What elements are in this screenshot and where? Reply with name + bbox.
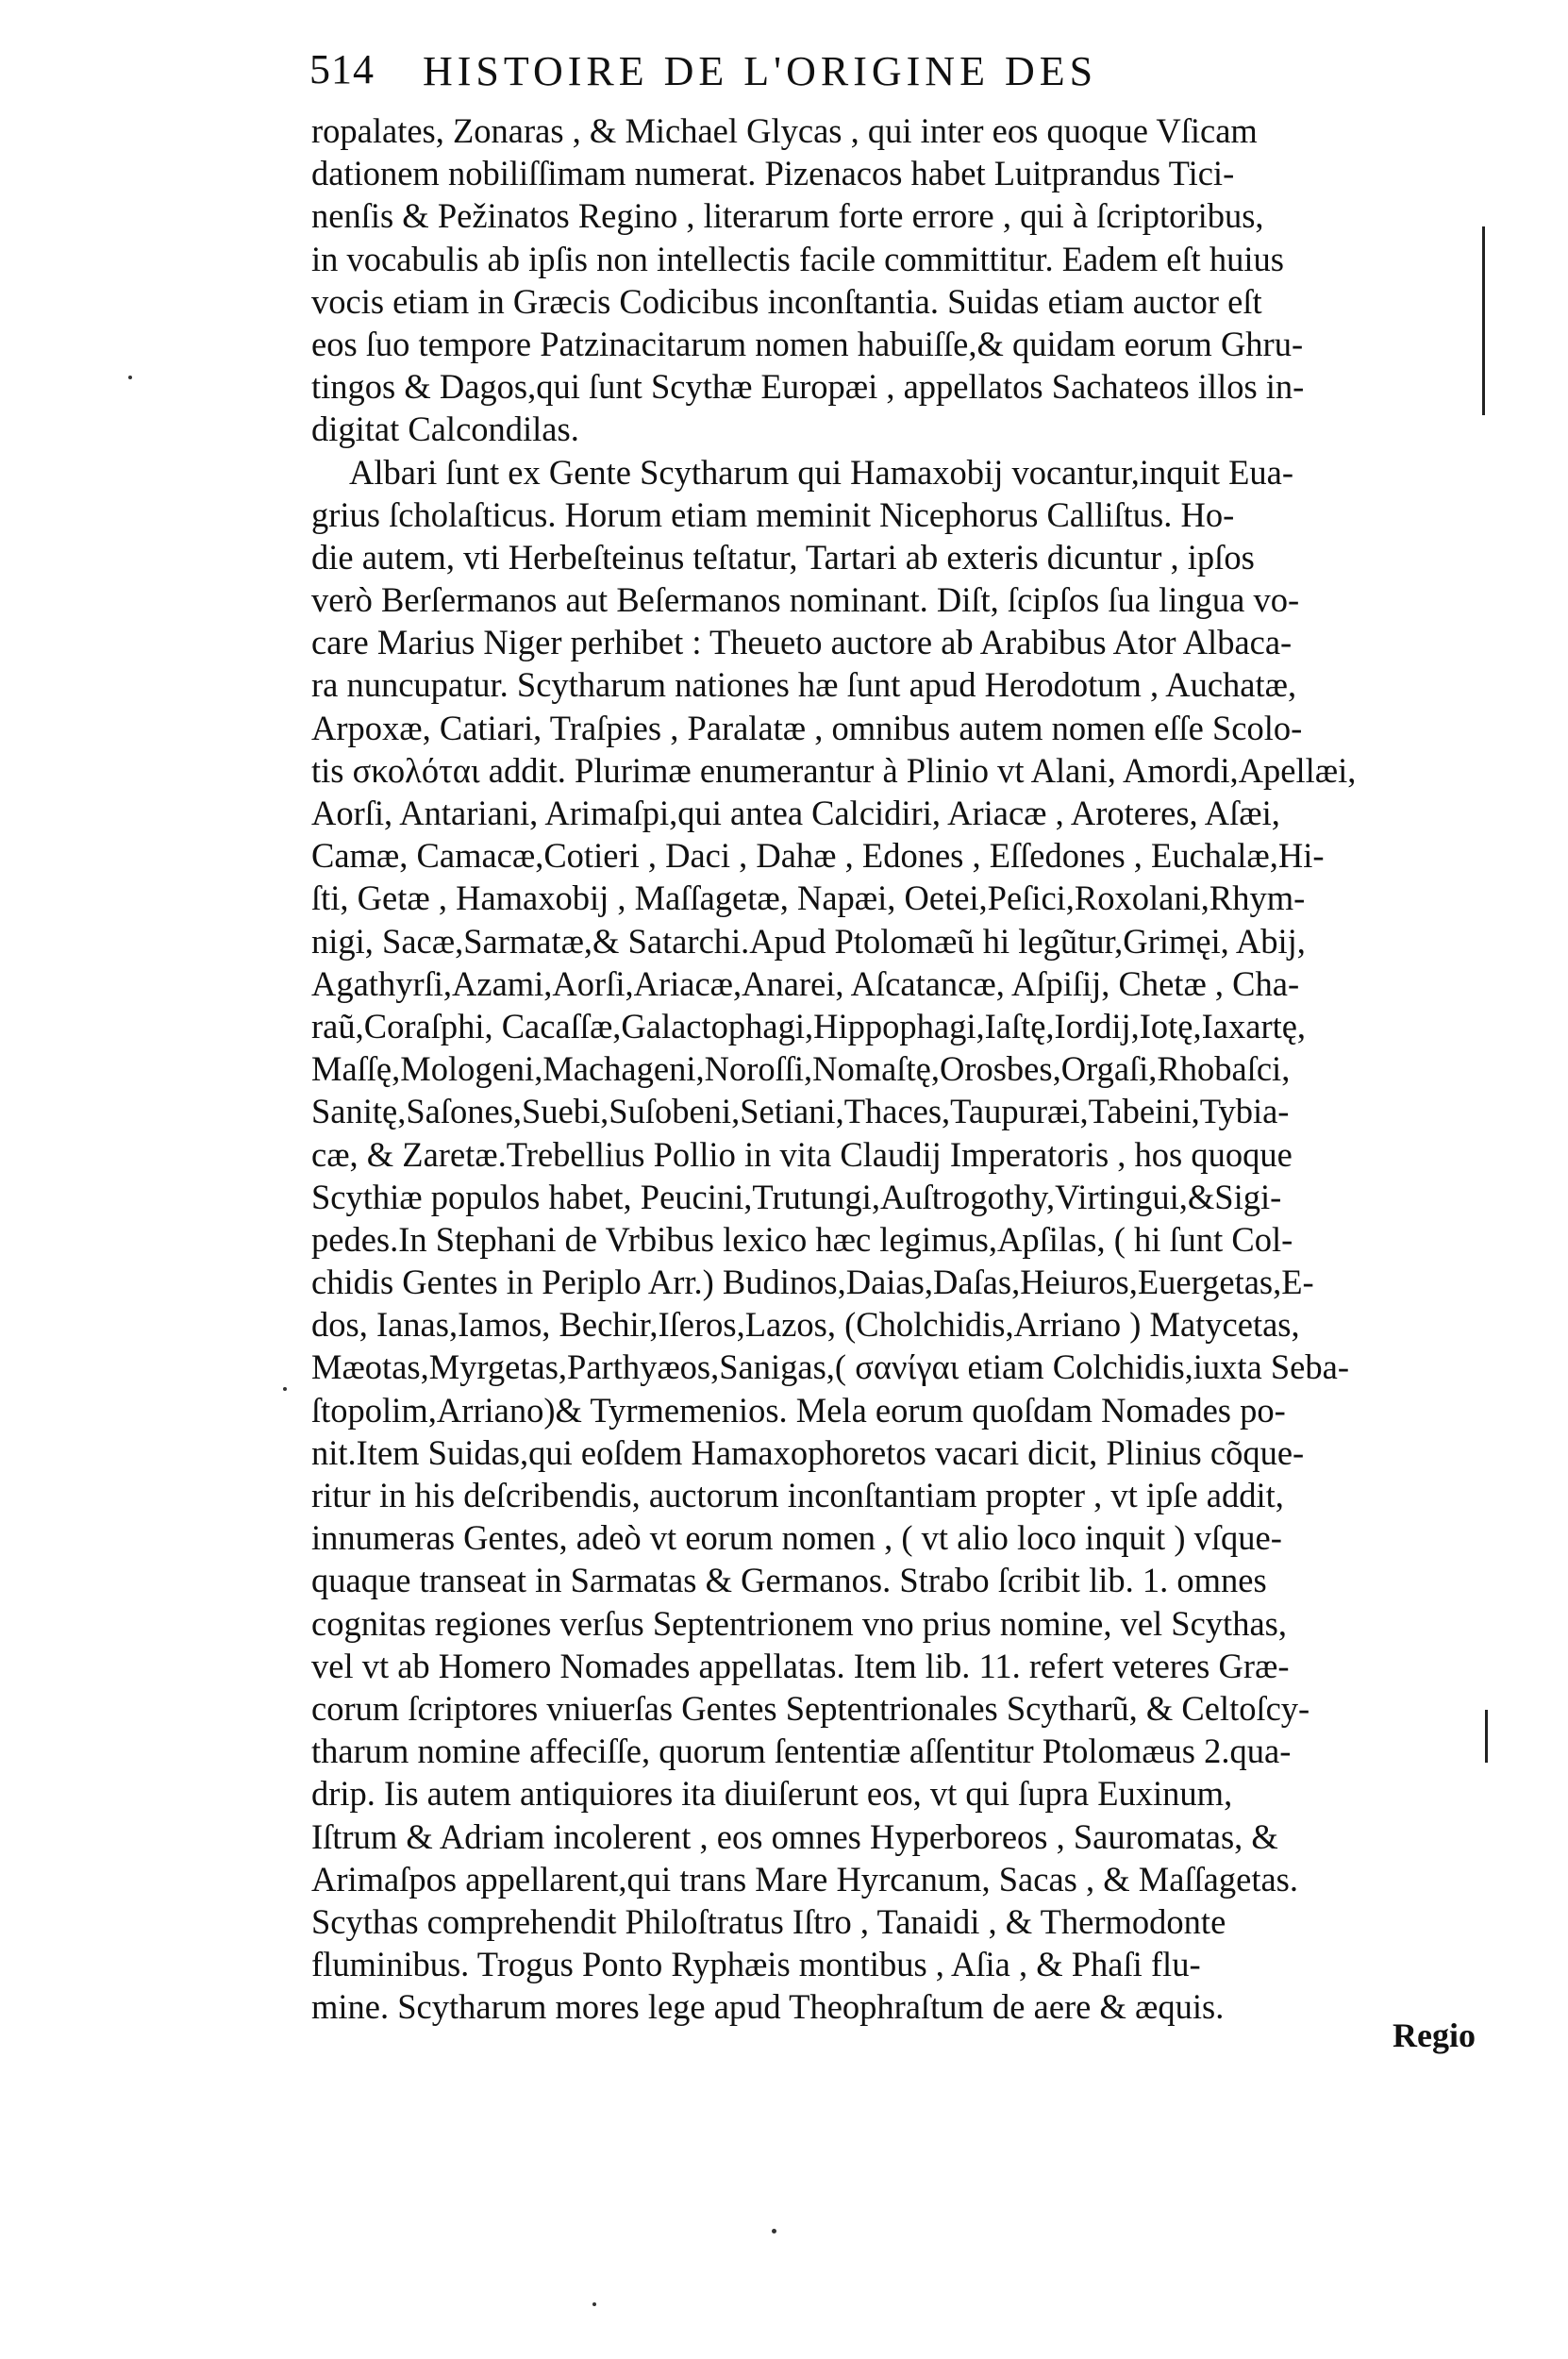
- text-line: in vocabulis ab ipſis non intellectis facile committitur. Eadem eſt huius: [311, 239, 1284, 278]
- text-line: Sanitę,Saſones,Suebi,Suſobeni,Setiani,Thaces,Taupuræi,Tabeini,Tybia-: [311, 1092, 1290, 1131]
- text-line: Albari ſunt ex Gente Scytharum qui Hamaxobij vocantur,inquit Eua-: [349, 452, 1294, 492]
- text-line: Aorſi, Antariani, Arimaſpi,qui antea Calcidiri, Ariacæ , Aroteres, Aſæi,: [311, 794, 1280, 832]
- body-text: [311, 109, 1472, 2028]
- text-line: corum ſcriptores vniuerſas Gentes Septentrionales Scytharũ, & Celtoſcy-: [311, 1688, 1310, 1728]
- text-line: Scythas comprehendit Philoſtratus Iſtro , Tanaidi , & Thermodonte: [311, 1901, 1226, 1941]
- text-line: ra nuncupatur. Scytharum nationes hæ ſunt apud Herodotum , Auchatæ,: [311, 665, 1297, 705]
- text-line: Agathyrſi,Azami,Aorſi,Ariacæ,Anarei, Aſcatancæ, Aſpiſij, Chetæ , Cha-: [311, 963, 1300, 1003]
- text-line: eos ſuo tempore Patzinacitarum nomen habuiſſe,& quidam eorum Ghru-: [311, 324, 1304, 363]
- text-line: ſti, Getæ , Hamaxobij , Maſſagetæ, Napæi, Oetei,Peſici,Roxolani,Rhym-: [311, 878, 1306, 918]
- text-line: Arpoxæ, Catiari, Traſpies , Paralatæ , omnibus autem nomen eſſe Scolo-: [311, 708, 1303, 747]
- ink-speck: [128, 376, 132, 379]
- margin-rule-lower: [1485, 1710, 1488, 1763]
- text-line: nit.Item Suidas,qui eoſdem Hamaxophoretos vacari dicit, Plinius cõque-: [311, 1432, 1305, 1472]
- text-line: pedes.In Stephani de Vrbibus lexico hæc legimus,Apſilas, ( hi ſunt Col-: [311, 1219, 1293, 1259]
- margin-rule: [1482, 226, 1485, 415]
- catchword: Regio: [1393, 2016, 1476, 2054]
- text-line: Scythiæ populos habet, Peucini,Trutungi,Auſtrogothy,Virtingui,&Sigi-: [311, 1177, 1282, 1216]
- text-line: quaque transeat in Sarmatas & Germanos. Strabo ſcribit lib. 1. omnes: [311, 1561, 1267, 1600]
- text-line: ropalates, Zonaras , & Michael Glycas , qui inter eos quoque Vſicam: [311, 111, 1258, 150]
- text-line: nigi, Sacæ,Sarmatæ,& Satarchi.Apud Ptolomæũ hi legũtur,Grimęi, Abij,: [311, 921, 1306, 961]
- text-line: tis σκολόται addit. Plurimæ enumerantur à Plinio vt Alani, Amordi,Apellæi,: [311, 750, 1357, 790]
- text-line: tharum nomine affeciſſe, quorum ſententiæ aſſentitur Ptolomæus 2.qua-: [311, 1732, 1292, 1771]
- text-line: dos, Ianas,Iamos, Bechir,Iſeros,Lazos, (Cholchidis,Arriano ) Matycetas,: [311, 1305, 1300, 1345]
- text-line: drip. Iis autem antiquiores ita diuiſerunt eos, vt qui ſupra Euxinum,: [311, 1774, 1233, 1814]
- text-line: chidis Gentes in Periplo Arr.) Budinos,Daias,Daſas,Heiuros,Euergetas,E-: [311, 1263, 1314, 1302]
- text-line: Camæ, Camacæ,Cotieri , Daci , Dahæ , Edones , Eſſedones , Euchalæ,Hi-: [311, 836, 1325, 876]
- text-line: cognitas regiones verſus Septentrionem vno prius nomine, vel Scythas,: [311, 1603, 1287, 1643]
- text-line: mine. Scytharum mores lege apud Theophraſtum de aere & æquis.: [311, 1987, 1225, 2027]
- text-line: verò Berſermanos aut Beſermanos nominant. Diſt, ſcipſos ſua lingua vo-: [311, 580, 1300, 620]
- text-line: innumeras Gentes, adeò vt eorum nomen , ( vt alio loco inquit ) vſque-: [311, 1518, 1282, 1558]
- text-line: digitat Calcondilas.: [311, 410, 579, 449]
- text-line: vel vt ab Homero Nomades appellatas. Item lib. 11. refert veteres Græ-: [311, 1646, 1290, 1685]
- text-line: fluminibus. Trogus Ponto Ryphæis montibus , Aſia , & Phaſi flu-: [311, 1945, 1201, 1984]
- text-line: care Marius Niger perhibet : Theueto auctore ab Arabibus Ator Albaca-: [311, 623, 1293, 662]
- ink-speck: [283, 1387, 287, 1391]
- running-title: HISTOIRE DE L'ORIGINE DES: [423, 48, 1098, 94]
- text-line: ſtopolim,Arriano)& Tyrmemenios. Mela eorum quoſdam Nomades po-: [311, 1390, 1286, 1430]
- ink-speck: [592, 2302, 596, 2306]
- text-line: die autem, vti Herbeſteinus teſtatur, Tartari ab exteris dicuntur , ipſos: [311, 537, 1255, 577]
- text-line: ritur in his deſcribendis, auctorum inconſtantiam propter , vt ipſe addit,: [311, 1476, 1284, 1514]
- ink-speck: [772, 2229, 776, 2234]
- text-line: grius ſcholaſticus. Horum etiam meminit Nicephorus Calliſtus. Ho-: [311, 494, 1235, 534]
- text-line: nenſis & Pežinatos Regino , literarum forte errore , qui à ſcriptoribus,: [311, 196, 1264, 236]
- text-line: Iſtrum & Adriam incolerent , eos omnes Hyperboreos , Sauromatas, &: [311, 1816, 1278, 1856]
- text-line: Arimaſpos appellarent,qui trans Mare Hyrcanum, Sacas , & Maſſagetas.: [311, 1859, 1299, 1899]
- text-line: cæ, & Zaretæ.Trebellius Pollio in vita Claudij Imperatoris , hos quoque: [311, 1134, 1293, 1174]
- text-line: vocis etiam in Græcis Codicibus inconſtantia. Suidas etiam auctor eſt: [311, 281, 1262, 321]
- page-number: 514: [309, 46, 375, 92]
- text-line: dationem nobiliſſimam numerat. Pizenacos habet Luitprandus Tici-: [311, 154, 1235, 193]
- text-line: Maſſę,Mologeni,Machageni,Noroſſi,Nomaſtę,Orosbes,Orgaſi,Rhobaſci,: [311, 1049, 1291, 1089]
- text-line: raũ,Coraſphi, Cacaſſæ,Galactophagi,Hippophagi,Iaſtę,Iordij,Iotę,Iaxartę,: [311, 1006, 1307, 1046]
- text-line: tingos & Dagos,qui ſunt Scythæ Europæi , appellatos Sachateos illos in-: [311, 367, 1305, 407]
- text-line: Mæotas,Myrgetas,Parthyæos,Sanigas,( σανίγαι etiam Colchidis,iuxta Seba-: [311, 1347, 1349, 1387]
